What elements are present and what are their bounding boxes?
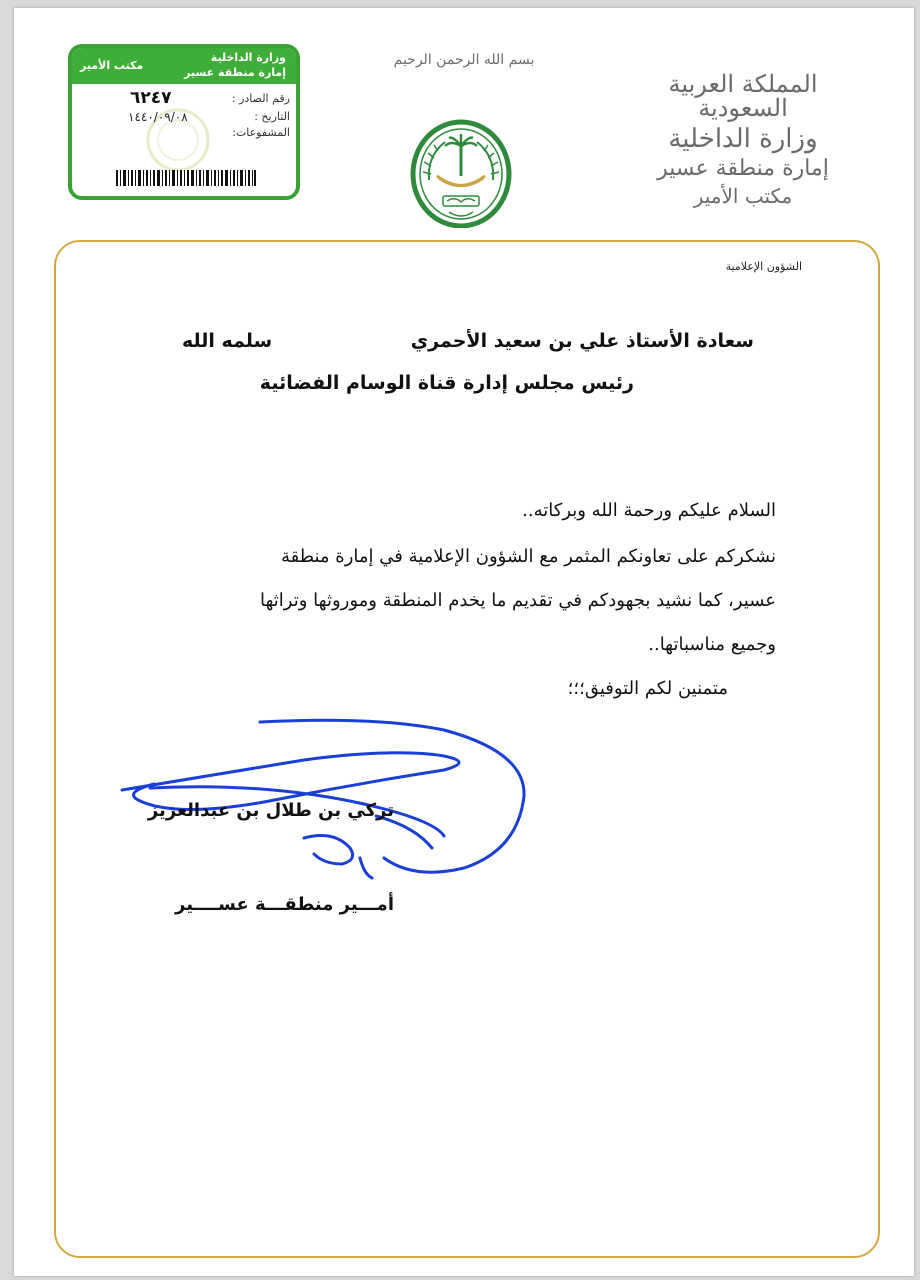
body-line-3: وجميع مناسباتها..: [648, 634, 776, 655]
stamp-office: مكتب الأمير: [80, 59, 144, 72]
barcode-icon: [116, 170, 256, 186]
issue-stamp: [68, 44, 300, 200]
stamp-ministry: وزارة الداخلية: [210, 51, 286, 64]
stamp-header: [72, 48, 296, 84]
body-line-2: عسير، كما نشيد بجهودكم في تقديم ما يخدم المنطقة وموروثها وتراثها: [260, 590, 776, 611]
signer-name: تركي بن طلال بن عبدالعزيز: [147, 800, 394, 821]
attachments-label: المشفوعات:: [232, 126, 290, 139]
emirate-name: إمارة منطقة عسير: [657, 156, 829, 181]
stamp-region: إمارة منطقة عسير: [184, 66, 286, 79]
stamp-body: [72, 84, 296, 196]
office-name: مكتب الأمير: [693, 184, 793, 208]
issue-number-label: رقم الصادر :: [231, 92, 290, 105]
saudi-emblem-icon: [409, 116, 513, 228]
recipient-title: رئيس مجلس إدارة قناة الوسام الفضائية: [259, 372, 634, 394]
date-value: ١٤٤٠/٠٩/٠٨: [128, 110, 188, 124]
greeting-tag: سلمه الله: [182, 330, 273, 352]
ministry-name: وزارة الداخلية: [668, 124, 818, 154]
letter-page: [14, 8, 914, 1276]
date-label: التاريخ :: [254, 110, 290, 123]
body-line-1: نشكركم على تعاونكم المثمر مع الشؤون الإعلامية في إمارة منطقة: [280, 546, 776, 567]
basmala: بسم الله الرحمن الرحيم: [393, 52, 535, 68]
recipient-name: سعادة الأستاذ علي بن سعيد الأحمري: [410, 330, 754, 352]
signer-title: أمـــير منطقـــة عســــير: [175, 894, 394, 915]
department-label: الشؤون الإعلامية: [725, 260, 802, 273]
salutation: السلام عليكم ورحمة الله وبركاته..: [522, 500, 776, 521]
letterhead-header: [628, 72, 858, 206]
issue-number-value: ٦٢٤٧: [130, 88, 172, 108]
closing-line: متمنين لكم التوفيق؛؛؛: [567, 678, 728, 699]
kingdom-name: المملكة العربية السعودية: [668, 70, 818, 122]
